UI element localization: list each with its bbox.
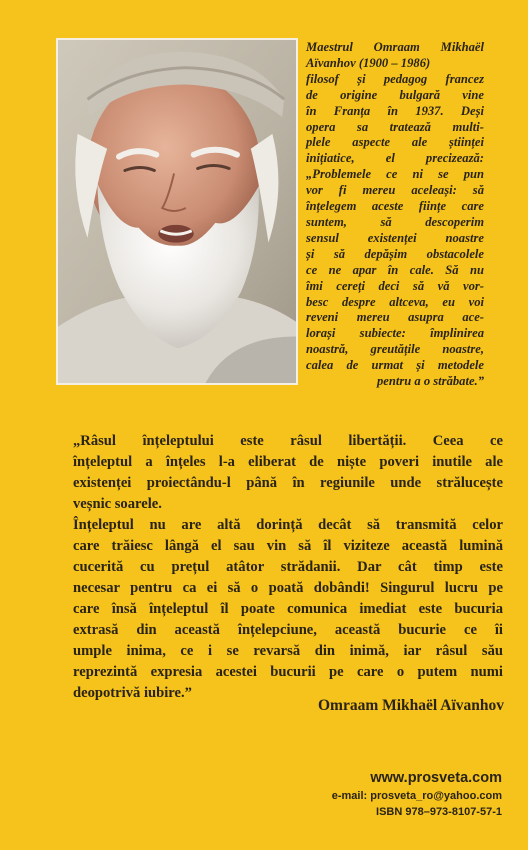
quote-line: Înțeleptul nu are altă dorință decât să transmită celor [73, 517, 503, 533]
bio-line: calea de urmat și metodele [306, 358, 484, 373]
quote-line: reprezintă expresia acestei bucurii pe care o putem numi [73, 664, 503, 680]
quote-line: extrasă din această înțelepciune, această bucurie ce îi [73, 622, 503, 638]
quote-line: care trăiesc lângă el sau vin să îl viziteze această lumină [73, 538, 503, 554]
bio-line: suntem, să descoperim [306, 214, 484, 229]
bio-line: și să depășim obstacolele [306, 246, 484, 261]
bio-line: opera sa tratează multi- [306, 119, 484, 134]
bio-line: pentru a o străbate.” [376, 374, 484, 389]
bio-line: filosof și pedagog francez [306, 71, 484, 86]
quote-line: deopotrivă iubire.” [73, 685, 192, 701]
isbn-number: ISBN 978–973-8107-57-1 [376, 806, 502, 818]
email-link[interactable]: e-mail: prosveta_ro@yahoo.com [331, 790, 502, 802]
bio-line: ce ne apar în cale. Să nu [306, 262, 484, 277]
bio-line: inițiatice, el precizează: [306, 151, 484, 166]
bio-line: de origine bulgară vine [306, 87, 484, 102]
bio-line: reveni mereu asupra ace- [306, 310, 484, 325]
quote-author: Omraam Mikhaël Aïvanhov [317, 697, 504, 714]
bio-line: în Franța în 1937. Deși [306, 103, 484, 118]
bio-line: Aïvanhov (1900 – 1986) [306, 55, 431, 70]
quote-line: care însă înțeleptul îl poate comunica imediat este bucuria [73, 601, 503, 617]
quote-line: umple inima, ce i se revarsă din inimă, iar râsul său [73, 643, 503, 659]
bio-line: înțelegem aceste ființe care [306, 199, 484, 214]
website-link[interactable]: www.prosveta.com [370, 770, 502, 786]
quote-line: existenței proiectându-l până în regiunile unde strălucește [73, 475, 503, 491]
bio-line: besc despre altceva, eu voi [306, 294, 484, 309]
quote-line: „Râsul înțeleptului este râsul libertății. Ceea ce [73, 433, 503, 449]
author-biography [306, 40, 484, 390]
bio-line: plele aspecte ale științei [306, 135, 484, 150]
wisdom-quote-text [73, 431, 503, 704]
author-portrait-photo [56, 38, 298, 385]
bio-line: Maestrul Omraam Mikhaël [306, 40, 484, 54]
bio-line: noastră, greutățile noastre, [306, 342, 484, 357]
bio-line: îmi cereți deci să vă vor- [306, 278, 484, 293]
quote-line: necesar pentru ca ei să o poată dobândi! Singurul lucru pe [73, 580, 503, 596]
publisher-contact [332, 768, 502, 820]
bio-line: vor fi mereu aceleași: să [306, 183, 484, 198]
portrait-illustration [58, 40, 296, 383]
quote-line: înțeleptul a înțeles l-a eliberat de niște poveri inutile ale [73, 454, 503, 470]
bio-line: lorași subiecte: împlinirea [306, 326, 484, 341]
quote-line: cucerită cu prețul atâtor strădanii. Dar cât timp este [73, 559, 503, 575]
quote-line: veșnic soarele. [73, 496, 162, 512]
bio-line: sensul existenței noastre [306, 230, 484, 245]
bio-line: „Problemele ce ni se pun [306, 167, 484, 182]
